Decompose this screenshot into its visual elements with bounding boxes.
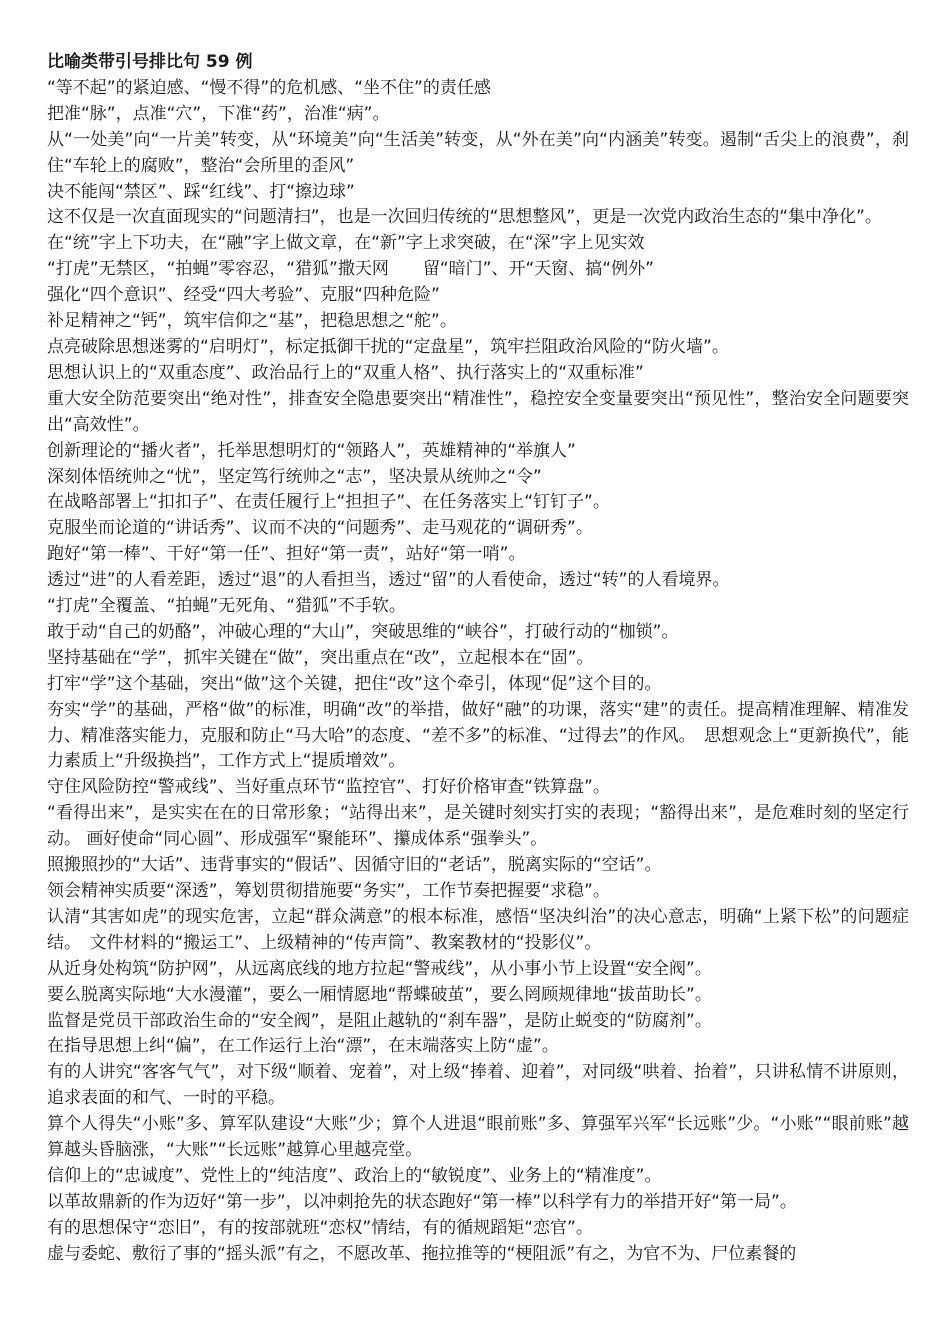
paragraph: 算个人得失“小账”多、算军队建设“大账”少；算个人进退“眼前账”多、算强军兴军“长远账”少。“小账”“眼前账”越算越头昏脑涨，“大账”“长远账”越算心里越亮堂。	[47, 1114, 909, 1161]
paragraph: 补足精神之“钙”，筑牢信仰之“基”，把稳思想之“舵”。	[47, 311, 457, 332]
paragraph: 重大安全防范要突出“绝对性”，排查安全隐患要突出“精准性”，稳控安全变量要突出“预见性”，整治安全问题要突出“高效性”。	[47, 388, 909, 435]
paragraph: 有的人讲究“客客气气”，对下级“顺着、宠着”，对上级“捧着、迎着”，对同级“哄着、抬着”，只讲私情不讲原则，追求表面的和气、一时的平稳。	[47, 1062, 909, 1109]
paragraph: 有的思想保守“恋旧”，有的按部就班“恋权”情结，有的循规蹈矩“恋官”。	[47, 1217, 593, 1238]
document-body	[47, 50, 909, 1268]
paragraph: “等不起”的紧迫感、“慢不得”的危机感、“坐不住”的责任感	[47, 77, 491, 98]
paragraph: 决不能闯“禁区”、踩“红线”、打“擦边球”	[47, 181, 355, 202]
paragraph: 打牢“学”这个基础，突出“做”这个关键，把住“改”这个牵引，体现“促”这个目的。	[47, 673, 662, 694]
paragraph: 思想认识上的“双重态度”、政治品行上的“双重人格”、执行落实上的“双重标准”	[47, 362, 644, 383]
paragraph: 点亮破除思想迷雾的“启明灯”，标定抵御干扰的“定盘星”，筑牢拦阻政治风险的“防火墙”。	[47, 336, 729, 357]
paragraph: “打虎”无禁区，“拍蝇”零容忍，“猎狐”撒天网 留“暗门”、开“天窗、搞“例外”	[47, 259, 654, 280]
paragraph: 信仰上的“忠诚度”、党性上的“纯洁度”、政治上的“敏锐度”、业务上的“精准度”。	[47, 1165, 662, 1186]
paragraph: 创新理论的“播火者”，托举思想明灯的“领路人”，英雄精神的“举旗人”	[47, 440, 576, 461]
paragraph: 守住风险防控“警戒线”、当好重点环节“监控官”、打好价格审查“铁算盘”。	[47, 777, 610, 798]
paragraph: 把准“脉”，点准“穴”，下准“药”，治准“病”。	[47, 103, 390, 124]
paragraph: 强化“四个意识”、经受“四大考验”、克服“四种危险”	[47, 285, 440, 306]
paragraph: 虚与委蛇、敷衍了事的“摇头派”有之，不愿改革、拖拉推等的“梗阻派”有之，为官不为、尸位素餐的	[47, 1243, 797, 1264]
paragraph: 坚持基础在“学”，抓牢关键在“做”，突出重点在“改”，立起根本在“固”。	[47, 647, 594, 668]
paragraph: 要么脱离实际地“大水漫灌”，要么一厢情愿地“帮蝶破茧”，要么罔顾规律地“拔苗助长”。	[47, 984, 712, 1005]
paragraph: 领会精神实质要“深透”，筹划贯彻措施要“务实”，工作节奏把握要“求稳”。	[47, 881, 610, 901]
paragraph: 夯实“学”的基础，严格“做”的标准，明确“改”的举措，做好“融”的功课，落实“建”的责任。提高精准理解、精准发力、精准落实能力，克服和防止“马大哈”的态度、“差不多”的标准、“过得去”的作风。 思想观念上“更新换代”，能力素质上“升级换挡”，工作方式上“提质增效”。	[47, 699, 909, 772]
paragraph: “打虎”全覆盖、“拍蝇”无死角、“猎狐”不手软。	[47, 596, 406, 617]
paragraph: 克服坐而论道的“讲话秀”、议而不决的“问题秀”、走马观花的“调研秀”。	[47, 518, 593, 539]
paragraph: 照搬照抄的“大话”、违背事实的“假话”、因循守旧的“老话”，脱离实际的“空话”。	[47, 855, 662, 876]
paragraph: 在“统”字上下功夫，在“融”字上做文章，在“新”字上求突破，在“深”字上见实效	[47, 233, 645, 254]
paragraph: 从“一处美”向“一片美”转变，从“环境美”向“生活美”转变，从“外在美”向“内涵美”转变。遏制“舌尖上的浪费”，刹住“车轮上的腐败”，整治“会所里的歪风”	[47, 129, 909, 176]
paragraph-list	[47, 76, 909, 1268]
document-title: 比喻类带引号排比句 59 例	[47, 52, 253, 72]
paragraph: 这不仅是一次直面现实的“问题清扫”，也是一次回归传统的“思想整风”，更是一次党内政治生态的“集中净化”。	[47, 207, 882, 228]
paragraph: 监督是党员干部政治生命的“安全阀”，是阻止越轨的“刹车器”，是防止蜕变的“防腐剂”。	[47, 1010, 712, 1031]
paragraph: 敢于动“自己的奶酪”，冲破心理的“大山”，突破思维的“峡谷”，打破行动的“枷锁”。	[47, 621, 679, 642]
paragraph: 在指导思想上纠“偏”，在工作运行上治“漂”，在末端落实上防“虚”。	[47, 1036, 559, 1057]
paragraph: 在战略部署上“扣扣子”、在责任履行上“担担子”、在任务落实上“钉钉子”。	[47, 492, 610, 513]
paragraph: “看得出来”，是实实在在的日常形象；“站得出来”，是关键时刻实打实的表现；“豁得出来”，是危难时刻的坚定行动。 画好使命“同心圆”、形成强军“聚能环”、攥成体系“强拳头”。	[47, 803, 909, 850]
paragraph: 透过“进”的人看差距，透过“退”的人看担当，透过“留”的人看使命，透过“转”的人看境界。	[47, 570, 730, 591]
paragraph: 从近身处构筑“防护网”，从远离底线的地方拉起“警戒线”，从小事小节上设置“安全阀”。	[47, 958, 712, 979]
paragraph: 以革故鼎新的作为迈好“第一步”，以冲刺抢先的状态跑好“第一棒”以科学有力的举措开好“第一局”。	[47, 1191, 797, 1212]
paragraph: 认清“其害如虎”的现实危害，立起“群众满意”的根本标准，感悟“坚决纠治”的决心意志，明确“上紧下松”的问题症结。 文件材料的“搬运工”、上级精神的“传声筒”、教案教材的“投影仪”。	[47, 906, 909, 953]
paragraph: 深刻体悟统帅之“忧”，坚定笃行统帅之“志”，坚决景从统帅之“令”	[47, 466, 542, 487]
paragraph: 跑好“第一棒”、干好“第一任”、担好“第一责”，站好“第一哨”。	[47, 544, 526, 565]
